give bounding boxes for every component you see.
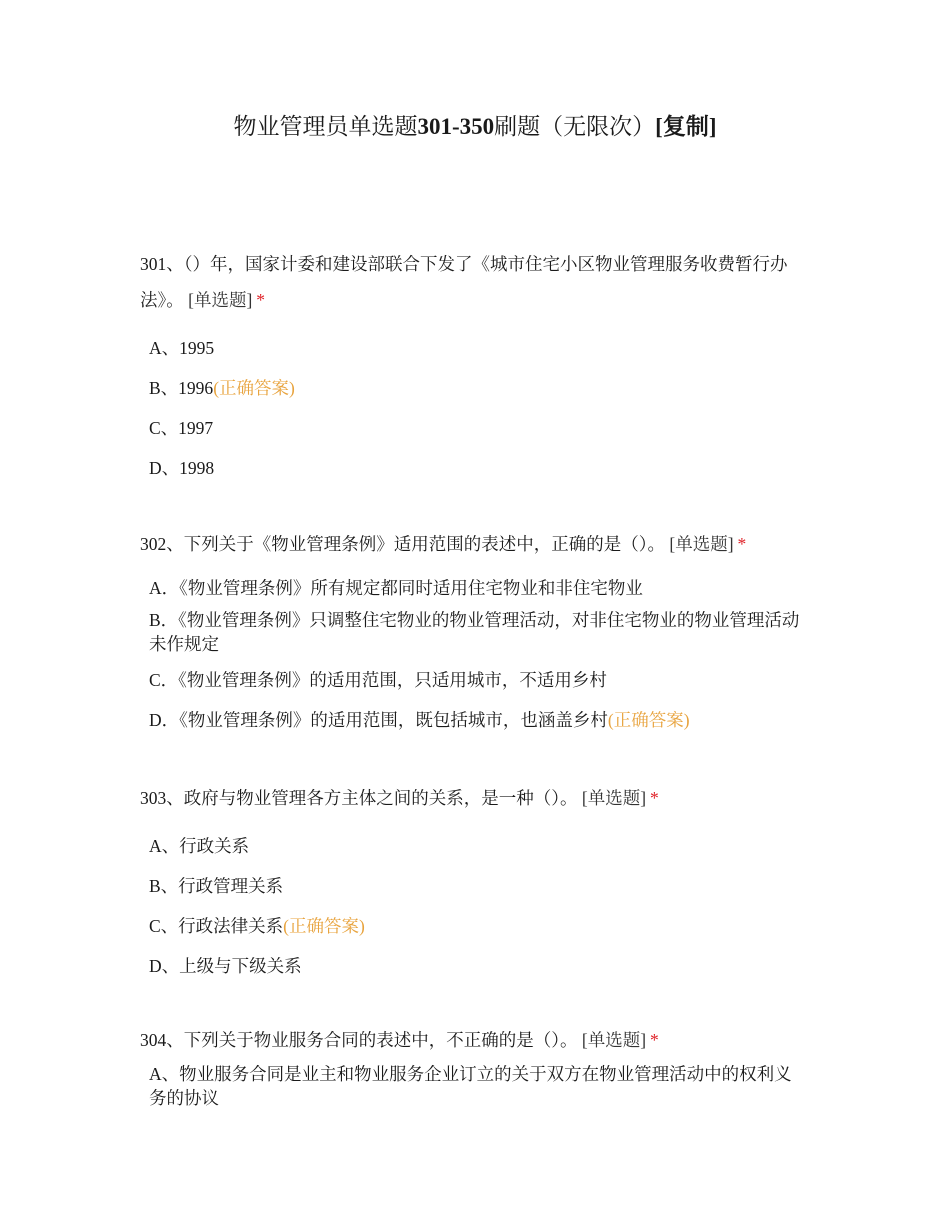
question-stem: 301、（）年，国家计委和建设部联合下发了《城市住宅小区物业管理服务收费暂行办法》。 [140, 254, 788, 310]
option-c[interactable] [149, 906, 805, 946]
title-middle: 刷题（无限次） [494, 114, 656, 139]
question-type: [单选题] [669, 534, 734, 554]
option-c[interactable]: C．《物业管理条例》的适用范围，只适用城市，不适用乡村 [149, 670, 607, 690]
option-label: D．《物业管理条例》的适用范围，既包括城市，也涵盖乡村 [149, 710, 608, 730]
option-label: B、1996 [149, 378, 214, 398]
question-303 [140, 780, 805, 986]
question-stem: 302、下列关于《物业管理条例》适用范围的表述中，正确的是（）。 [140, 534, 665, 554]
option-b[interactable]: B、行政管理关系 [149, 876, 284, 896]
question-stem: 303、政府与物业管理各方主体之间的关系，是一种（）。 [140, 788, 578, 808]
title-range: 301-350 [417, 114, 495, 139]
option-d[interactable] [149, 700, 805, 740]
option-c[interactable]: C、1997 [149, 418, 214, 438]
question-302 [140, 526, 805, 740]
option-label: C、行政法律关系 [149, 916, 284, 936]
required-mark: * [256, 290, 266, 310]
option-a[interactable]: A、物业服务合同是业主和物业服务企业订立的关于双方在物业管理活动中的权利义务的协议 [149, 1064, 792, 1108]
option-a[interactable]: A、1995 [149, 338, 215, 358]
question-stem: 304、下列关于物业服务合同的表述中，不正确的是（）。 [140, 1030, 578, 1050]
option-b[interactable]: B．《物业管理条例》只调整住宅物业的物业管理活动，对非住宅物业的物业管理活动未作规定 [149, 610, 800, 654]
correct-answer-tag: (正确答案) [607, 710, 690, 730]
title-prefix: 物业管理员单选题 [233, 114, 418, 139]
option-d[interactable]: D、上级与下级关系 [149, 956, 302, 976]
question-type: [单选题] [188, 290, 253, 310]
question-type: [单选题] [581, 1030, 647, 1050]
correct-answer-tag: (正确答案) [213, 378, 295, 398]
copy-tag: [复制] [655, 114, 717, 139]
question-text [140, 526, 805, 562]
required-mark: * [650, 1030, 659, 1050]
question-text [140, 780, 805, 816]
question-type: [单选题] [581, 788, 647, 808]
question-text [140, 1022, 805, 1058]
required-mark: * [650, 788, 659, 808]
option-a[interactable]: A．《物业管理条例》所有规定都同时适用住宅物业和非住宅物业 [149, 578, 643, 598]
option-b[interactable] [149, 368, 805, 408]
correct-answer-tag: (正确答案) [283, 916, 365, 936]
option-a[interactable]: A、行政关系 [149, 836, 250, 856]
question-301 [140, 246, 805, 488]
required-mark: * [737, 534, 747, 554]
question-text [140, 246, 805, 318]
page-title [0, 110, 950, 144]
option-d[interactable]: D、1998 [149, 458, 215, 478]
question-304 [140, 1022, 805, 1120]
